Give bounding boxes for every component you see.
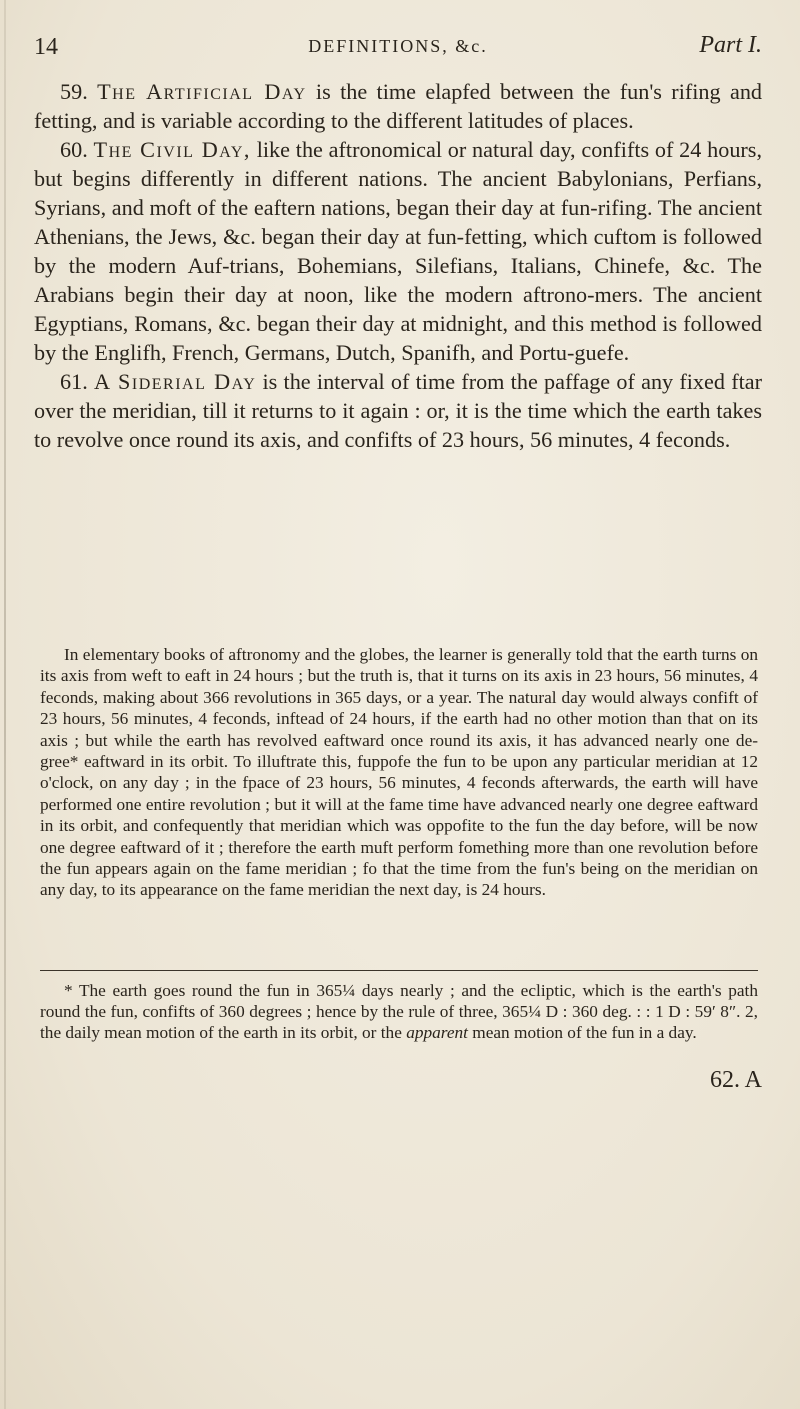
- section-text: like the aftronomical or natural day, confifts of 24 hours, but begins differently in different nations. The ancient Babylonians, Perfians, Syrians, and moft of the eaftern nations, began their day at fun-rifing. The ancient Athenians, the Jews, &c. began their day at fun-fetting, which cuftom is followed by the modern Auf-trians, Bohemians, Silefians, Italians, Chinefe, &c. The Arabians begin their day at noon, like the modern aftrono-mers. The ancient Egyptians, Romans, &c. began their day at midnight, and this method is followed by the Englifh, French, Germans, Dutch, Spanifh, and Portu-guefe.: [34, 137, 762, 365]
- part-label: Part I.: [699, 32, 762, 58]
- running-head: DEFINITIONS, &c.: [308, 36, 488, 56]
- section-text: is the time elapfed between the fun's rifing and fetting, and is variable according to the different latitudes of places.: [34, 79, 763, 133]
- explanatory-note: [40, 644, 758, 901]
- definition-61: [34, 367, 762, 454]
- footnote-marker: *: [64, 981, 73, 1000]
- catchword: 62. A: [709, 1067, 762, 1093]
- section-number: 61.: [60, 369, 88, 394]
- page-gutter: [4, 0, 6, 1409]
- footnote-emphasis: apparent: [406, 1022, 468, 1042]
- note-paragraph: In elementary books of aftronomy and the globes, the learner is generally told that the earth turns on its axis from weft to eaft in 24 hours ; but the truth is, that it turns on its axis in 23 hours, 56 minutes, 4 feconds, making about 366 revolutions in 365 days, or a year. The natural day would always confift of 23 hours, 56 minutes, 4 feconds, inftead of 24 hours, if the earth had no other motion than that on its axis ; but while the earth has revolved eaftward once round its axis, it has advanced nearly one de-gree* eaftward in its orbit. To illuftrate this, fuppofe the fun to be upon any particular meridian at 12 o'clock, on any day ; in the fpace of 23 hours, 56 minutes, 4 feconds afterwards, the earth will have performed one entire revolution ; but it will at the fame time have advanced nearly one degree eaftward in its orbit, and confequently that meridian which was oppofite to the fun the day before, will be now one degree eaftward of it ; therefore the earth muft perform fomething more than one revolution before the fun appears again on the fame meridian ; fo that the time from the fun's being on the meridian on any day, to its appearance on the fame meridian the next day, is 24 hours.: [40, 645, 758, 900]
- main-text: [34, 77, 762, 454]
- section-text: is the interval of time from the paffage of any fixed ftar over the meridian, till it returns to it again : or, it is the time which the earth takes to revolve once round its axis, and confifts of 23 hours, 56 minutes, 4 feconds.: [34, 369, 763, 452]
- section-term: A Siderial Day: [93, 369, 257, 394]
- footnote-text: The earth goes round the fun in 365¼ days nearly ; and the ecliptic, which is the earth's path round the fun, confifts of 360 degrees ; hence by the rule of three, 365¼ D : 360 deg. : : 1 D : 59′ 8″. 2, the daily mean motion of the earth in its orbit, or the: [40, 981, 758, 1042]
- page-number: 14: [34, 34, 58, 60]
- section-term: The Civil Day,: [93, 137, 251, 162]
- page-header: [34, 30, 762, 60]
- definition-59: [34, 77, 762, 135]
- definition-60: [34, 135, 762, 367]
- section-number: 60.: [60, 137, 88, 162]
- footnote: [40, 981, 758, 1043]
- section-number: 59.: [60, 79, 88, 104]
- footnote-paragraph: [40, 981, 758, 1043]
- footnote-rule: [40, 970, 758, 971]
- footnote-text-end: mean motion of the fun in a day.: [467, 1022, 697, 1042]
- section-term: The Artificial Day: [97, 79, 307, 104]
